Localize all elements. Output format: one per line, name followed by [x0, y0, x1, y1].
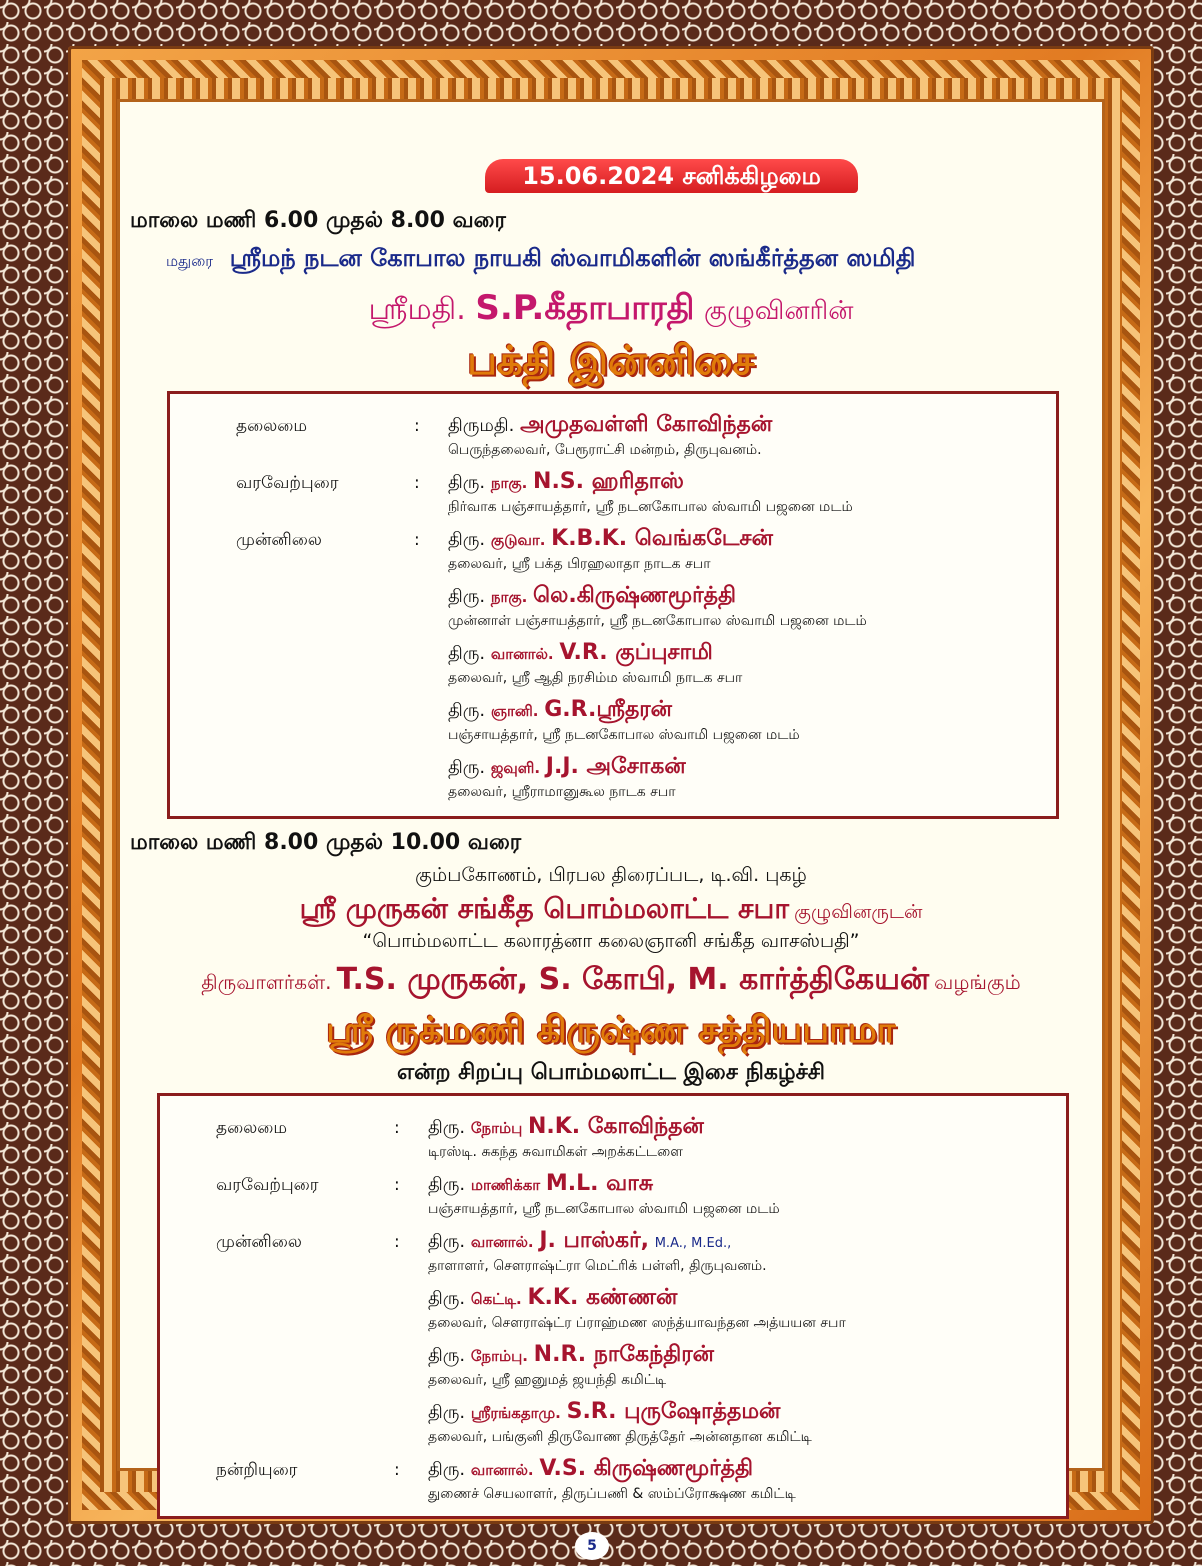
- group-name: S.P.கீதாபாரதி: [475, 288, 695, 328]
- session1-org: [166, 244, 915, 275]
- row-person: [448, 697, 672, 725]
- row-person: [448, 754, 686, 782]
- person-title: திரு.: [448, 757, 486, 778]
- person-name: J.J. அசோகன்: [545, 754, 686, 779]
- session1-details-box: [168, 392, 1058, 818]
- session1-group: [120, 288, 1102, 332]
- person-name: N.R. நாகேந்திரன்: [533, 1342, 714, 1367]
- person-name: V.S. கிருஷ்ணமூர்த்தி: [539, 1456, 754, 1481]
- row-person: [428, 1456, 753, 1484]
- row-person: [448, 640, 713, 668]
- person-name: S.R. புருஷோத்தமன்: [566, 1399, 781, 1424]
- person-native: நாகு.: [490, 588, 528, 606]
- row-person: [428, 1114, 704, 1142]
- row-role: முன்னிலை: [216, 1232, 302, 1252]
- row-person: [428, 1399, 780, 1427]
- artists-prefix: திருவாளர்கள்.: [201, 970, 332, 994]
- session2-org-suffix: குழுவினருடன்: [794, 901, 923, 923]
- person-title: திரு.: [448, 586, 486, 607]
- person-designation: துணைச் செயலாளர், திருப்பணி & ஸம்ப்ரோக்ஷண கமிட்டி: [428, 1486, 796, 1502]
- person-title: திரு.: [428, 1402, 466, 1423]
- session2-subtitle: என்ற சிறப்பு பொம்மலாட்ட இசை நிகழ்ச்சி: [396, 1060, 826, 1085]
- session2-org: ஸ்ரீ முருகன் சங்கீத பொம்மலாட்ட சபா: [299, 892, 790, 925]
- row-role: தலைமை: [236, 416, 308, 436]
- person-designation: தலைவர், ஸ்ரீ ஹனுமத் ஜயந்தி கமிட்டி: [428, 1372, 667, 1388]
- person-designation: தாளாளர், சௌராஷ்ட்ரா மெட்ரிக் பள்ளி, திருபுவனம்.: [428, 1258, 767, 1274]
- person-name: லெ.கிருஷ்ணமூர்த்தி: [533, 583, 737, 608]
- person-name: G.R.ஸ்ரீதரன்: [544, 697, 672, 722]
- person-designation: தலைவர், ஸ்ரீ ஆதி நரசிம்ம ஸ்வாமி நாடக சபா: [448, 670, 743, 686]
- person-name: M.L. வாசு: [545, 1171, 654, 1196]
- row-colon: :: [394, 1232, 400, 1252]
- person-title: திரு.: [428, 1288, 466, 1309]
- session2-line1: கும்பகோணம், பிரபல திரைப்பட, டி.வி. புகழ்: [415, 864, 807, 886]
- person-native: ஜவுளி.: [490, 759, 541, 777]
- person-native: நாகு.: [490, 474, 528, 492]
- person-name: V.R. குப்புசாமி: [559, 640, 713, 665]
- person-designation: தலைவர், சௌராஷ்ட்ர ப்ராஹ்மண ஸந்த்யாவந்தன அத்யயன சபா: [428, 1315, 846, 1331]
- person-title: திரு.: [428, 1231, 466, 1252]
- person-native: ஞானி.: [490, 702, 539, 720]
- person-native: நோம்பு.: [470, 1347, 528, 1365]
- person-designation: பெருந்தலைவர், பேரூராட்சி மன்றம், திருபுவனம்.: [448, 442, 762, 458]
- session2-org-line: [120, 892, 1102, 929]
- content-panel: [120, 102, 1102, 1502]
- date-banner: 15.06.2024 சனிக்கிழமை: [485, 159, 858, 193]
- group-prefix: ஸ்ரீமதி.: [368, 292, 466, 327]
- session1-time: மாலை மணி 6.00 முதல் 8.00 வரை: [130, 208, 506, 233]
- person-title: திரு.: [448, 472, 486, 493]
- page-number: 5: [575, 1532, 609, 1560]
- session1-title: பக்தி இன்னிசை: [467, 338, 755, 384]
- person-title: திரு.: [428, 1345, 466, 1366]
- row-role: வரவேற்புரை: [236, 473, 339, 493]
- person-designation: டிரஸ்டி. சுகந்த சுவாமிகள் அறக்கட்டளை: [428, 1144, 683, 1160]
- session2-time: மாலை மணி 8.00 முதல் 10.00 வரை: [130, 830, 522, 855]
- person-native: நோம்பு: [470, 1119, 523, 1137]
- decorative-frame: [68, 46, 1154, 1524]
- org-name: ஸ்ரீமந் நடன கோபால நாயகி ஸ்வாமிகளின் ஸங்கீர்த்தன ஸமிதி: [229, 244, 916, 272]
- row-person: [448, 469, 684, 497]
- person-native: குடுவா.: [490, 531, 546, 549]
- row-person: [428, 1228, 731, 1256]
- person-native: வானால்.: [490, 645, 554, 663]
- row-person: [448, 412, 772, 440]
- row-person: [448, 526, 773, 554]
- row-person: [428, 1342, 714, 1370]
- row-person: [448, 583, 736, 611]
- person-native: வானால்.: [470, 1461, 534, 1479]
- person-name: N.K. கோவிந்தன்: [527, 1114, 704, 1139]
- person-title: திரு.: [448, 643, 486, 664]
- person-designation: பஞ்சாயத்தார், ஸ்ரீ நடனகோபால ஸ்வாமி பஜனை மடம்: [448, 727, 800, 743]
- person-designation: பஞ்சாயத்தார், ஸ்ரீ நடனகோபால ஸ்வாமி பஜனை மடம்: [428, 1201, 780, 1217]
- org-city: மதுரை: [166, 252, 214, 270]
- person-title: திருமதி.: [448, 415, 515, 436]
- person-title: திரு.: [448, 700, 486, 721]
- person-title: திரு.: [428, 1117, 466, 1138]
- person-native: கெட்டி.: [470, 1290, 522, 1308]
- person-native: மாணிக்கா: [470, 1176, 541, 1194]
- artists-suffix: வழங்கும்: [934, 970, 1021, 994]
- session2-title: ஸ்ரீ ருக்மணி கிருஷ்ண சத்தியபாமா: [326, 1010, 896, 1051]
- session2-details-box: [158, 1094, 1068, 1518]
- person-name: J. பாஸ்கர்,: [539, 1228, 649, 1253]
- person-designation: தலைவர், ஸ்ரீ பக்த பிரஹலாதா நாடக சபா: [448, 556, 711, 572]
- person-qualification: M.A., M.Ed.,: [654, 1236, 732, 1251]
- row-role: முன்னிலை: [236, 530, 322, 550]
- person-native: ஸ்ரீரங்கதாமு.: [470, 1404, 561, 1422]
- row-colon: :: [414, 530, 420, 550]
- row-colon: :: [394, 1175, 400, 1195]
- person-name: அமுதவள்ளி கோவிந்தன்: [520, 412, 773, 437]
- person-designation: முன்னாள் பஞ்சாயத்தார், ஸ்ரீ நடனகோபால ஸ்வாமி பஜனை மடம்: [448, 613, 867, 629]
- session2-artists-line: [120, 962, 1102, 1001]
- person-title: திரு.: [428, 1174, 466, 1195]
- session2-quote: “பொம்மலாட்ட கலாரத்னா கலைஞானி சங்கீத வாசஸ்பதி”: [362, 930, 860, 952]
- row-colon: :: [394, 1118, 400, 1138]
- row-person: [428, 1285, 677, 1313]
- person-title: திரு.: [428, 1459, 466, 1480]
- person-designation: தலைவர், பங்குனி திருவோண திருத்தேர் அன்னதான கமிட்டி: [428, 1429, 812, 1445]
- row-person: [428, 1171, 653, 1199]
- row-role: வரவேற்புரை: [216, 1175, 319, 1195]
- person-name: K.K. கண்ணன்: [527, 1285, 678, 1310]
- artists: T.S. முருகன், S. கோபி, M. கார்த்திகேயன்: [336, 962, 930, 997]
- person-name: K.B.K. வெங்கடேசன்: [551, 526, 773, 551]
- row-colon: :: [414, 416, 420, 436]
- person-name: N.S. ஹரிதாஸ்: [533, 469, 684, 494]
- person-designation: நிர்வாக பஞ்சாயத்தார், ஸ்ரீ நடனகோபால ஸ்வாமி பஜனை மடம்: [448, 499, 853, 515]
- person-title: திரு.: [448, 529, 486, 550]
- row-role: தலைமை: [216, 1118, 288, 1138]
- row-colon: :: [394, 1460, 400, 1480]
- row-role: நன்றியுரை: [216, 1460, 298, 1480]
- row-colon: :: [414, 473, 420, 493]
- person-native: வானால்.: [470, 1233, 534, 1251]
- person-designation: தலைவர், ஸ்ரீராமானுகூல நாடக சபா: [448, 784, 676, 800]
- group-suffix: குழுவினரின்: [704, 296, 854, 326]
